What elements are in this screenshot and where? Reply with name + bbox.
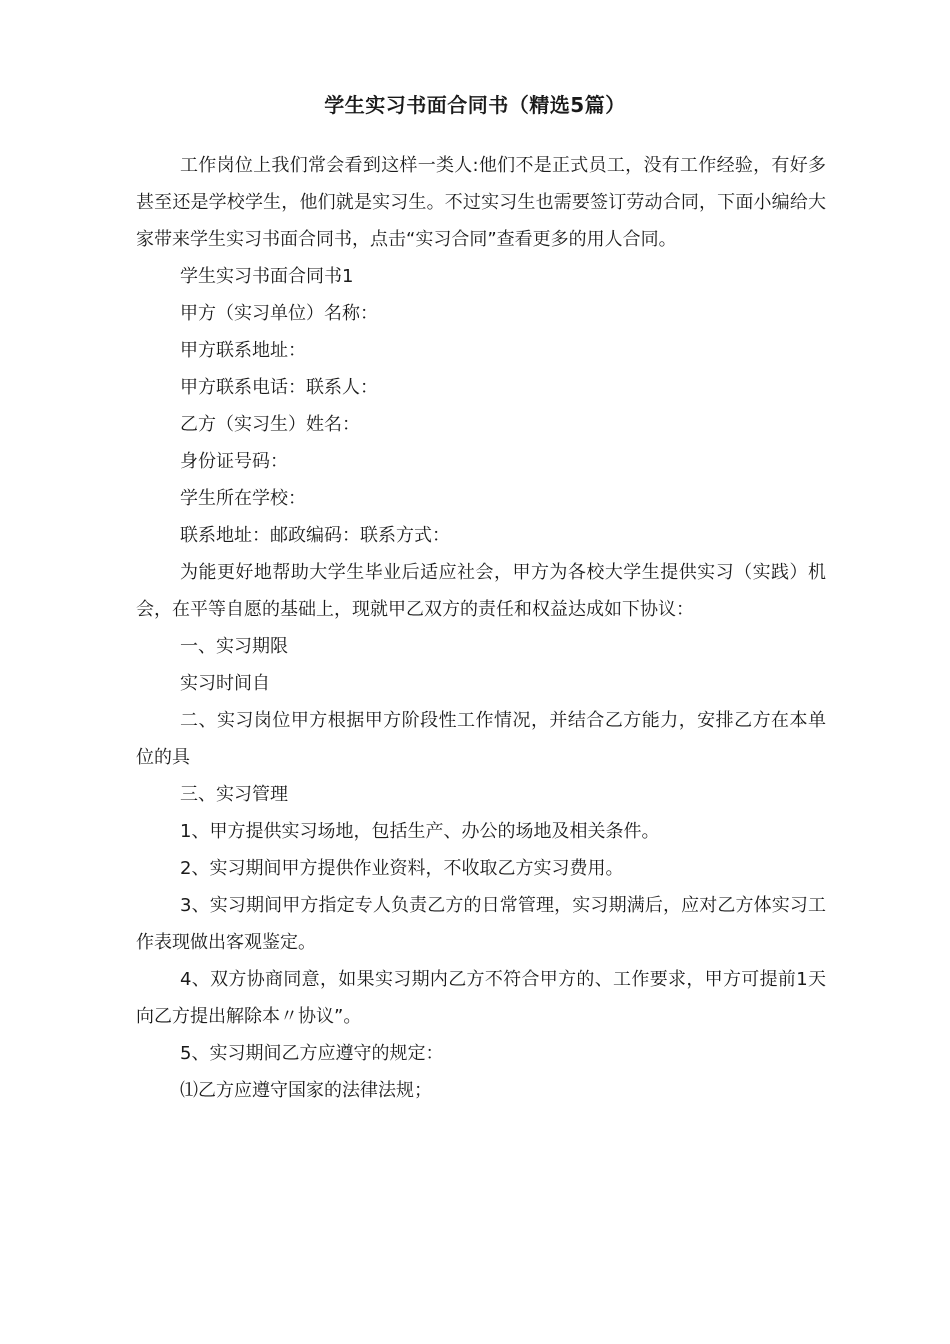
clause-3: 3、实习期间甲方指定专人负责乙方的日常管理，实习期满后，应对乙方体实习工作表现做出客观鉴定。: [136, 895, 826, 953]
party-a-address-line: 甲方联系地址：: [180, 340, 306, 361]
school-line: 学生所在学校：: [180, 488, 306, 509]
party-a-name-line: 甲方（实习单位）名称：: [180, 303, 378, 324]
section-1-heading: 一、实习期限: [180, 636, 288, 657]
contact-line: 联系地址：邮政编码：联系方式：: [180, 525, 450, 546]
clause-5: 5、实习期间乙方应遵守的规定：: [180, 1043, 444, 1064]
clause-5-item-1: ⑴乙方应遵守国家的法律法规；: [180, 1080, 432, 1101]
clause-1: 1、甲方提供实习场地，包括生产、办公的场地及相关条件。: [180, 821, 660, 842]
internship-period-line: 实习时间自: [180, 673, 270, 694]
section-2-paragraph: 二、实习岗位甲方根据甲方阶段性工作情况，并结合乙方能力，安排乙方在本单位的具: [136, 710, 826, 768]
preamble-paragraph: 为能更好地帮助大学生毕业后适应社会，甲方为各校大学生提供实习（实践）机会，在平等自愿的基础上，现就甲乙双方的责任和权益达成如下协议：: [136, 562, 826, 620]
id-number-line: 身份证号码：: [180, 451, 288, 472]
document-title: 学生实习书面合同书（精选5篇）: [324, 93, 626, 117]
intro-paragraph: 工作岗位上我们常会看到这样一类人:他们不是正式员工，没有工作经验，有好多甚至还是学校学生，他们就是实习生。不过实习生也需要签订劳动合同，下面小编给大家带来学生实习书面合同书，点击“实习合同”查看更多的用人合同。: [136, 155, 826, 250]
clause-4: 4、双方协商同意，如果实习期内乙方不符合甲方的、工作要求，甲方可提前1天向乙方提出解除本〃协议”。: [136, 969, 826, 1027]
section-3-heading: 三、实习管理: [180, 784, 288, 805]
document-body: [136, 147, 826, 1109]
clause-2: 2、实习期间甲方提供作业资料，不收取乙方实习费用。: [180, 858, 624, 879]
contract-heading: 学生实习书面合同书1: [180, 266, 354, 287]
party-b-name-line: 乙方（实习生）姓名：: [180, 414, 360, 435]
party-a-phone-line: 甲方联系电话：联系人：: [180, 377, 378, 398]
